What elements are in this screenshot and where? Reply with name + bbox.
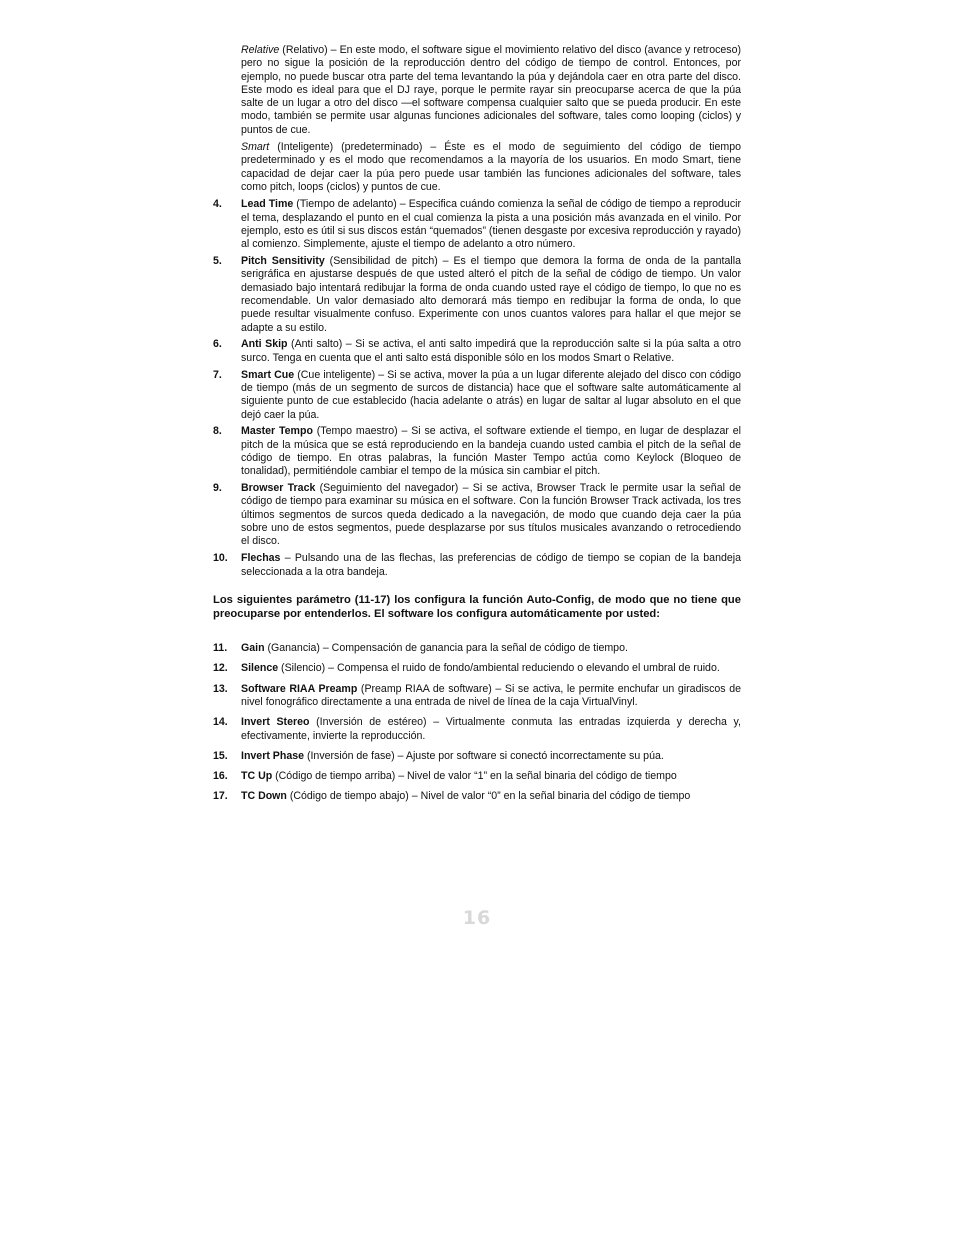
item-text: (Silencio) – Compensa el ruido de fondo/ambiental reduciendo o elevando el umbral de ruido.	[278, 662, 720, 675]
item-number: 5.	[213, 255, 222, 268]
item-text: (Ganancia) – Compensación de ganancia para la señal de código de tiempo.	[264, 642, 628, 655]
item-term: Anti Skip	[241, 338, 288, 351]
list-item	[213, 770, 741, 783]
list-item	[213, 482, 741, 548]
item-number: 7.	[213, 368, 222, 381]
item-term: Invert Stereo	[241, 716, 310, 729]
list-item	[213, 425, 741, 478]
item-text: (Código de tiempo abajo) – Nivel de valor “0” en la señal binaria del código de tiempo	[286, 790, 691, 803]
manual-page	[213, 44, 741, 811]
item-number: 6.	[213, 338, 222, 351]
item-number: 15.	[213, 749, 228, 762]
list-item	[213, 790, 741, 803]
item-text: (Inversión de fase) – Ajuste por software si conectó incorrectamente su púa.	[304, 749, 664, 762]
item-number: 13.	[213, 682, 228, 695]
item-term: Silence	[241, 662, 279, 675]
item-text: (Código de tiempo arriba) – Nivel de valor “1” en la señal binaria del código de tiempo	[272, 770, 677, 783]
item-text: – Pulsando una de las flechas, las preferencias de código de tiempo se copian de la bandeja seleccionada a la otra bandeja.	[241, 552, 741, 578]
item-term: Master Tempo	[241, 425, 313, 438]
item-term: TC Up	[241, 770, 273, 783]
item-text: (Inversión de estéreo) – Virtualmente conmuta las entradas izquierda y derecha y, efectivamente, invierte la reproducción.	[241, 716, 741, 742]
list-item	[213, 255, 741, 335]
item-number: 8.	[213, 425, 222, 438]
mode-text: (Relativo) – En este modo, el software sigue el movimiento relativo del disco (avance y retroceso) pero no sigue la posición de la reproducción dentro del código de tiempo de control. Entonces, por ejemplo, no puede buscar otra parte del tema levantando la púa y dejándola caer en otra parte del disco. Este modo es ideal para que el DJ raye, porque le permite rayar sin preocuparse acerca de que la púa salte de un lugar a otro del disco —el software compensa cualquier salto que se pueda producir. En este modo, también se permite usar algunas funciones adicionales del software, tales como looping (ciclos) y puntos de cue.	[241, 44, 741, 136]
item-number: 11.	[213, 642, 228, 655]
item-term: Browser Track	[241, 482, 316, 495]
list-item	[213, 683, 741, 710]
item-text: (Seguimiento del navegador) – Si se activa, Browser Track le permite usar la señal de código de tiempo para examinar su música en el software. Con la función Browser Track activada, los tres últimos segmentos de surcos queda dedicado a la navegación, de modo que cuando deja caer la púa sobre uno de estos segmentos, puede desplazarse por sus títulos musicales avanzando o retrocediendo el disco.	[241, 482, 741, 548]
item-term: Flechas	[241, 552, 281, 565]
item-number: 12.	[213, 662, 228, 675]
settings-list	[213, 198, 741, 579]
item-term: Gain	[241, 642, 265, 655]
mode-term: Relative	[241, 44, 280, 56]
item-text: (Anti salto) – Si se activa, el anti salto impedirá que la reproducción salte si la púa salta a otro surco. Tenga en cuenta que el anti salto está disponible sólo en los modos Smart o Relative.	[241, 338, 741, 364]
item-term: Software RIAA Preamp	[241, 682, 358, 695]
item-text: (Tempo maestro) – Si se activa, el software extiende el tiempo, en lugar de desplazar el pitch de la música que se está reproduciendo en la bandeja cuando usted cambia el pitch de la señal de código de tiempo. En otras palabras, la función Master Tempo actúa como Keylock (Bloqueo de tonalidad), permitiéndole cambiar el tempo de la música sin cambiar el pitch.	[241, 425, 741, 478]
item-term: Smart Cue	[241, 368, 295, 381]
list-item	[213, 198, 741, 251]
item-text: (Tiempo de adelanto) – Especifica cuándo comienza la señal de código de tiempo a reproducir el tema, desplazando el punto en el cual comienza la pista a una posición más avanzada en el vinilo. Por ejemplo, esto es útil si sus discos están “quemados” (tienen desgaste por excesiva reproducción y rayado) al comienzo. Simplemente, ajuste el tiempo de adelanto a otro número.	[241, 198, 741, 251]
list-item	[213, 338, 741, 365]
list-item	[213, 642, 741, 655]
auto-config-list	[213, 642, 741, 804]
item-text: (Cue inteligente) – Si se activa, mover la púa a un lugar diferente alejado del disco con código de tiempo (más de un segmento de surcos de distancia) hace que el software salte automáticamente al siguiente punto de cue establecido (hacia adelante o atrás) en lugar de saltar al lugar absoluto en el que dejó caer la púa.	[241, 368, 742, 421]
item-number: 9.	[213, 482, 222, 495]
item-number: 17.	[213, 790, 228, 803]
item-text: (Sensibilidad de pitch) – Es el tiempo que demora la forma de onda de la pantalla serigráfica en ajustarse después de que usted alteró el pitch de la señal de código de tiempo. Un valor demasiado bajo intentará redibujar la forma de onda cuando usted raye el código de tiempo, lo que no es recomendable. Un valor demasiado alto demorará más tiempo en redibujar la forma de onda, lo que puede resultar visualmente confuso. Experimente con unos cuantos valores para hallar el que mejor se adapte a su estilo.	[241, 255, 741, 334]
item-term: Pitch Sensitivity	[241, 255, 325, 268]
list-item	[213, 750, 741, 763]
list-item	[213, 369, 741, 422]
list-item	[213, 716, 741, 743]
page-number: 16	[462, 907, 492, 929]
item-term: Lead Time	[241, 198, 294, 211]
item-text: (Preamp RIAA de software) – Si se activa, le permite enchufar un giradiscos de nivel fonográfico directamente a una entrada de nivel de línea de la caja VirtualVinyl.	[241, 682, 741, 708]
item-term: Invert Phase	[241, 749, 305, 762]
mode-relative-description	[241, 44, 741, 137]
mode-term: Smart	[241, 141, 270, 154]
list-item	[213, 552, 741, 579]
mode-text: (Inteligente) (predeterminado) – Éste es el modo de seguimiento del código de tiempo predeterminado y es el modo que recomendamos a la mayoría de los usuarios. En modo Smart, tiene capacidad de dejar caer la púa pero puede usar también las funciones adicionales del software, tales como pitch, loops (ciclos) y puntos de cue.	[241, 141, 741, 193]
item-number: 10.	[213, 552, 228, 565]
auto-config-heading: Los siguientes parámetro (11-17) los configura la función Auto-Config, de modo que no tiene que preocuparse por entenderlos. El software los configura automáticamente por usted:	[213, 593, 741, 621]
item-number: 14.	[213, 716, 228, 729]
item-number: 16.	[213, 770, 228, 783]
list-item	[213, 662, 741, 675]
item-term: TC Down	[241, 790, 287, 803]
mode-smart-description	[241, 141, 741, 194]
item-number: 4.	[213, 198, 222, 211]
